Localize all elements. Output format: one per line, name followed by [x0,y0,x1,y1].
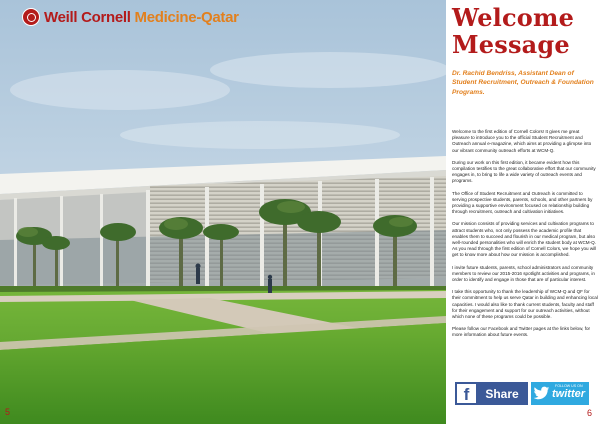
paragraph: Our mission consists of providing services and cultivation programs to attract students who, not only possess the academic profile that enables them to succeed and flourish in our medical program, but also well-rounded personalities who will enrich the student body at WCM-Q. As you read through the first edition of Cornell Colors, we hope you will get to know more about how our mission is accomplished. [452,221,597,258]
paragraph: The Office of Student Recruitment and Outreach is committed to serving prospective students, parents, schools, and other partners by providing a supportive environment focused on relationship building through recruitment, outreach and cultivation initiatives. [452,190,593,215]
twitter-follow-caption: FOLLOW US ON [555,384,583,388]
page-number-left: 5 [5,407,11,417]
paragraph: Please follow our Facebook and Twitter pages at the links below, for more information about future events. [452,326,591,338]
social-links [455,382,589,405]
text-page [446,0,600,424]
facebook-icon: f [457,384,476,403]
cornell-seal-icon [22,8,40,26]
twitter-follow-button[interactable] [531,382,589,405]
paragraph: I invite future students, parents, school administrators and community members to review our 2015-2016 spotlight activities and programs, in order to identify and engage in those that are of particular interest. [452,264,595,283]
author-byline: Dr. Rachid Bendriss, Assistant Dean of Student Recruitment, Outreach & Foundation Programs. [452,70,594,96]
facebook-share-label: Share [485,386,519,401]
logo-wordmark: Weill Cornell Medicine-Qatar [44,8,239,26]
paragraph: Welcome to the first edition of Cornell Colors! It gives me great pleasure to introduce you to the official Student Recruitment and Outreach annual e-magazine, which aims at providing a glimpse into our vibrant community outreach efforts at WCM-Q. [452,129,592,153]
wcmq-logo [22,6,239,28]
twitter-bird-icon [533,386,550,401]
page-number-right: 6 [587,408,593,418]
facebook-share-button[interactable] [455,382,528,405]
twitter-label: twitter [552,388,585,400]
paragraph: During our work on this first edition, it became evident how this compilation testifies to the great collaborative effort that our community engages in, to bring to life a wide variety of outreach events and programs. [452,159,596,184]
paragraph: I take this opportunity to thank the leadership of WCM-Q and QF for their commitment to help us serve Qatar in building and enhancing local capacities. I would also like to thank current students, faculty and staff for their engagement and support for our outreach activities, without which none of these programs could be possible. [452,289,598,320]
article-body [452,129,598,345]
page-title: Welcome Message [452,3,575,59]
